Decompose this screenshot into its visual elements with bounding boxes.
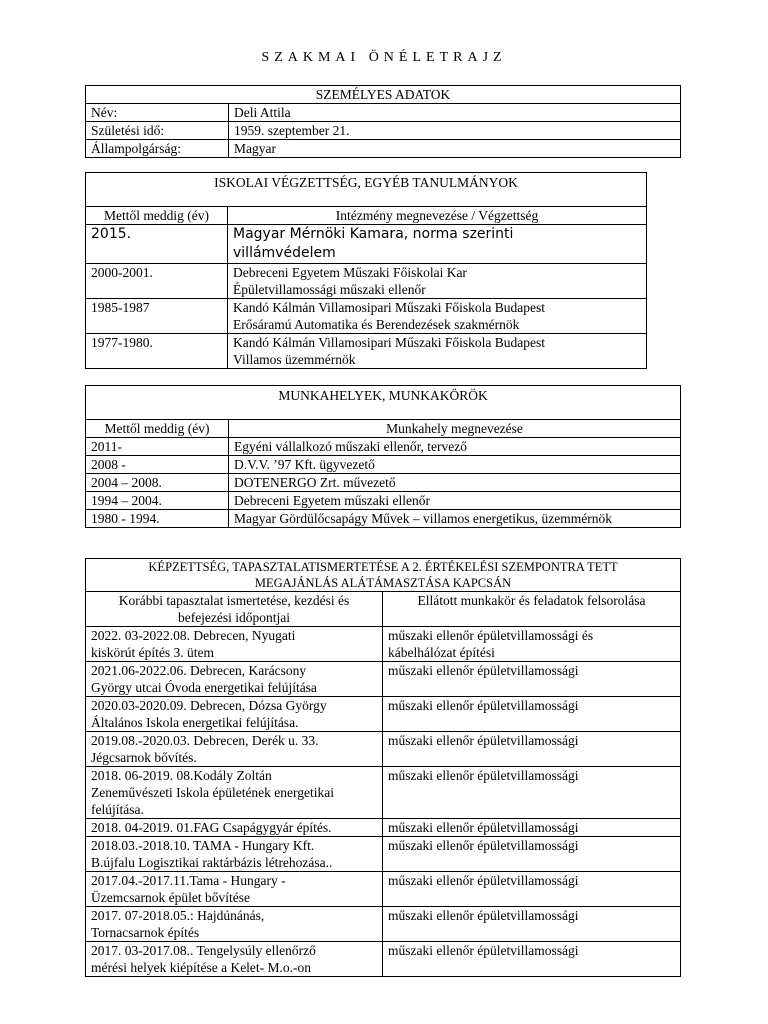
institution-line: villámvédelem: [233, 245, 336, 261]
field-value: Magyar: [229, 140, 681, 158]
role-cell: [383, 819, 681, 837]
role-line: műszaki ellenőr épületvillamossági: [388, 873, 579, 888]
role-cell: [383, 942, 681, 977]
table-row: [86, 627, 681, 662]
field-label: Név:: [86, 104, 229, 122]
experience-header: [86, 559, 681, 592]
experience-description-cell: [86, 872, 383, 907]
experience-table: [85, 558, 681, 977]
description-line: 2018.03.-2018.10. TAMA - Hungary Kft.: [91, 838, 315, 853]
role-cell: [383, 872, 681, 907]
table-row: [86, 697, 681, 732]
period-cell: 1977-1980.: [86, 334, 228, 369]
role-cell: [383, 907, 681, 942]
period-cell: 2008 -: [86, 456, 229, 474]
period-cell: 2000-2001.: [86, 264, 228, 299]
experience-header-line: KÉPZETTSÉG, TAPASZTALATISMERTETÉSE A 2. ÉRTÉKELÉSI SZEMPONTRA TETT: [148, 560, 618, 574]
personal-data-table: [85, 85, 681, 158]
description-line: 2021.06-2022.06. Debrecen, Karácsony: [91, 663, 307, 678]
table-row: [86, 872, 681, 907]
field-value: 1959. szeptember 21.: [229, 122, 681, 140]
education-table: [85, 172, 647, 369]
institution-line: Kandó Kálmán Villamosipari Műszaki Főiskola Budapest: [233, 335, 546, 350]
description-line: 2020.03-2020.09. Debrecen, Dózsa György: [91, 698, 327, 713]
table-header-row: [86, 420, 681, 438]
table-row: [86, 225, 647, 264]
description-line: 2017. 03-2017.08.. Tengelysúly ellenőrző: [91, 943, 316, 958]
education-header: ISKOLAI VÉGZETTSÉG, EGYÉB TANULMÁNYOK: [86, 173, 647, 207]
experience-description-cell: [86, 907, 383, 942]
personal-data-header: SZEMÉLYES ADATOK: [86, 86, 681, 104]
role-line: műszaki ellenőr épületvillamossági és: [388, 628, 594, 643]
role-cell: [383, 732, 681, 767]
institution-line: Villamos üzemmérnök: [233, 352, 356, 367]
experience-description-cell: [86, 732, 383, 767]
role-line: műszaki ellenőr épületvillamossági: [388, 838, 579, 853]
table-row: [86, 438, 681, 456]
workplace-cell: DOTENERGO Zrt. művezető: [229, 474, 681, 492]
description-line: B.újfalu Logisztikai raktárbázis létrehozása..: [91, 855, 333, 870]
document-title: SZAKMAI ÖNÉLETRAJZ: [261, 50, 507, 65]
workplace-cell: D.V.V. ’97 Kft. ügyvezető: [229, 456, 681, 474]
description-line: 2017.04.-2017.11.Tama - Hungary -: [91, 873, 286, 888]
role-line: műszaki ellenőr épületvillamossági: [388, 943, 579, 958]
description-line: Általános Iskola energetikai felújítása.: [91, 715, 299, 730]
table-row: [86, 474, 681, 492]
table-row: [86, 456, 681, 474]
table-row: [86, 819, 681, 837]
period-cell: 2015.: [86, 225, 228, 264]
column-header: [86, 592, 383, 627]
table-row: [86, 492, 681, 510]
description-line: felújítása.: [91, 802, 144, 817]
description-line: György utcai Óvoda energetikai felújítása: [91, 680, 317, 695]
institution-line: Magyar Mérnöki Kamara, norma szerinti: [233, 226, 514, 242]
institution-line: Erősáramú Automatika és Berendezések szakmérnök: [233, 317, 520, 332]
column-header: Mettől meddig (év): [86, 420, 229, 438]
role-line: műszaki ellenőr épületvillamossági: [388, 663, 579, 678]
description-line: Üzemcsarnok épület bővítése: [91, 890, 250, 905]
description-line: 2022. 03-2022.08. Debrecen, Nyugati: [91, 628, 296, 643]
table-row: [86, 942, 681, 977]
period-cell: 2004 – 2008.: [86, 474, 229, 492]
description-line: Jégcsarnok bővítés.: [91, 750, 197, 765]
field-value: Deli Attila: [229, 104, 681, 122]
column-header: Mettől meddig (év): [86, 207, 228, 225]
role-line: műszaki ellenőr épületvillamossági: [388, 820, 579, 835]
description-line: 2017. 07-2018.05.: Hajdúnánás,: [91, 908, 265, 923]
workplace-cell: Magyar Gördülőcsapágy Művek – villamos energetikus, üzemmérnök: [229, 510, 681, 528]
description-line: Zeneművészeti Iskola épületének energetikai: [91, 785, 335, 800]
work-table: [85, 385, 681, 528]
period-cell: 2011-: [86, 438, 229, 456]
experience-description-cell: [86, 837, 383, 872]
period-cell: 1980 - 1994.: [86, 510, 229, 528]
description-line: kiskörút építés 3. ütem: [91, 645, 214, 660]
field-label: Születési idő:: [86, 122, 229, 140]
description-line: Tornacsarnok építés: [91, 925, 200, 940]
role-line: műszaki ellenőr épületvillamossági: [388, 768, 579, 783]
experience-description-cell: [86, 662, 383, 697]
institution-cell: [228, 225, 647, 264]
institution-line: Kandó Kálmán Villamosipari Műszaki Főiskola Budapest: [233, 300, 546, 315]
column-header: Intézmény megnevezése / Végzettség: [228, 207, 647, 225]
period-cell: 1985-1987: [86, 299, 228, 334]
table-row: [86, 104, 681, 122]
table-row: [86, 334, 647, 369]
role-cell: [383, 662, 681, 697]
workplace-cell: Debreceni Egyetem műszaki ellenőr: [229, 492, 681, 510]
description-line: mérési helyek kiépítése a Kelet- M.o.-on: [91, 960, 312, 975]
table-row: [86, 732, 681, 767]
description-line: 2018. 04-2019. 01.FAG Csapágygyár építés.: [91, 820, 332, 835]
table-header-row: [86, 592, 681, 627]
role-cell: [383, 767, 681, 819]
role-cell: [383, 837, 681, 872]
institution-line: Debreceni Egyetem Műszaki Főiskolai Kar: [233, 265, 467, 280]
experience-description-cell: [86, 697, 383, 732]
role-line: műszaki ellenőr épületvillamossági: [388, 698, 579, 713]
work-header: MUNKAHELYEK, MUNKAKÖRÖK: [86, 386, 681, 420]
role-line: kábelhálózat építési: [388, 645, 495, 660]
institution-line: Épületvillamossági műszaki ellenőr: [233, 282, 426, 297]
institution-cell: [228, 334, 647, 369]
table-row: [86, 662, 681, 697]
experience-description-cell: [86, 942, 383, 977]
table-row: [86, 299, 647, 334]
institution-cell: [228, 299, 647, 334]
experience-description-cell: [86, 819, 383, 837]
table-row: [86, 510, 681, 528]
description-line: 2018. 06-2019. 08.Kodály Zoltán: [91, 768, 272, 783]
role-cell: [383, 627, 681, 662]
table-row: [86, 264, 647, 299]
role-line: műszaki ellenőr épületvillamossági: [388, 733, 579, 748]
experience-description-cell: [86, 627, 383, 662]
column-header-line: Korábbi tapasztalat ismertetése, kezdési és: [118, 593, 350, 608]
description-line: 2019.08.-2020.03. Debrecen, Derék u. 33.: [91, 733, 319, 748]
field-label: Állampolgárság:: [86, 140, 229, 158]
period-cell: 1994 – 2004.: [86, 492, 229, 510]
table-row: [86, 767, 681, 819]
workplace-cell: Egyéni vállalkozó műszaki ellenőr, tervező: [229, 438, 681, 456]
table-row: [86, 837, 681, 872]
role-cell: [383, 697, 681, 732]
table-row: [86, 122, 681, 140]
experience-description-cell: [86, 767, 383, 819]
column-header: Munkahely megnevezése: [229, 420, 681, 438]
table-row: [86, 140, 681, 158]
column-header-line: befejezési időpontjai: [177, 610, 291, 625]
experience-header-line: MEGAJÁNLÁS ALÁTÁMASZTÁSA KAPCSÁN: [254, 576, 512, 590]
table-row: [86, 907, 681, 942]
institution-cell: [228, 264, 647, 299]
role-line: műszaki ellenőr épületvillamossági: [388, 908, 579, 923]
table-header-row: [86, 207, 647, 225]
column-header: Ellátott munkakör és feladatok felsorolása: [383, 592, 681, 627]
